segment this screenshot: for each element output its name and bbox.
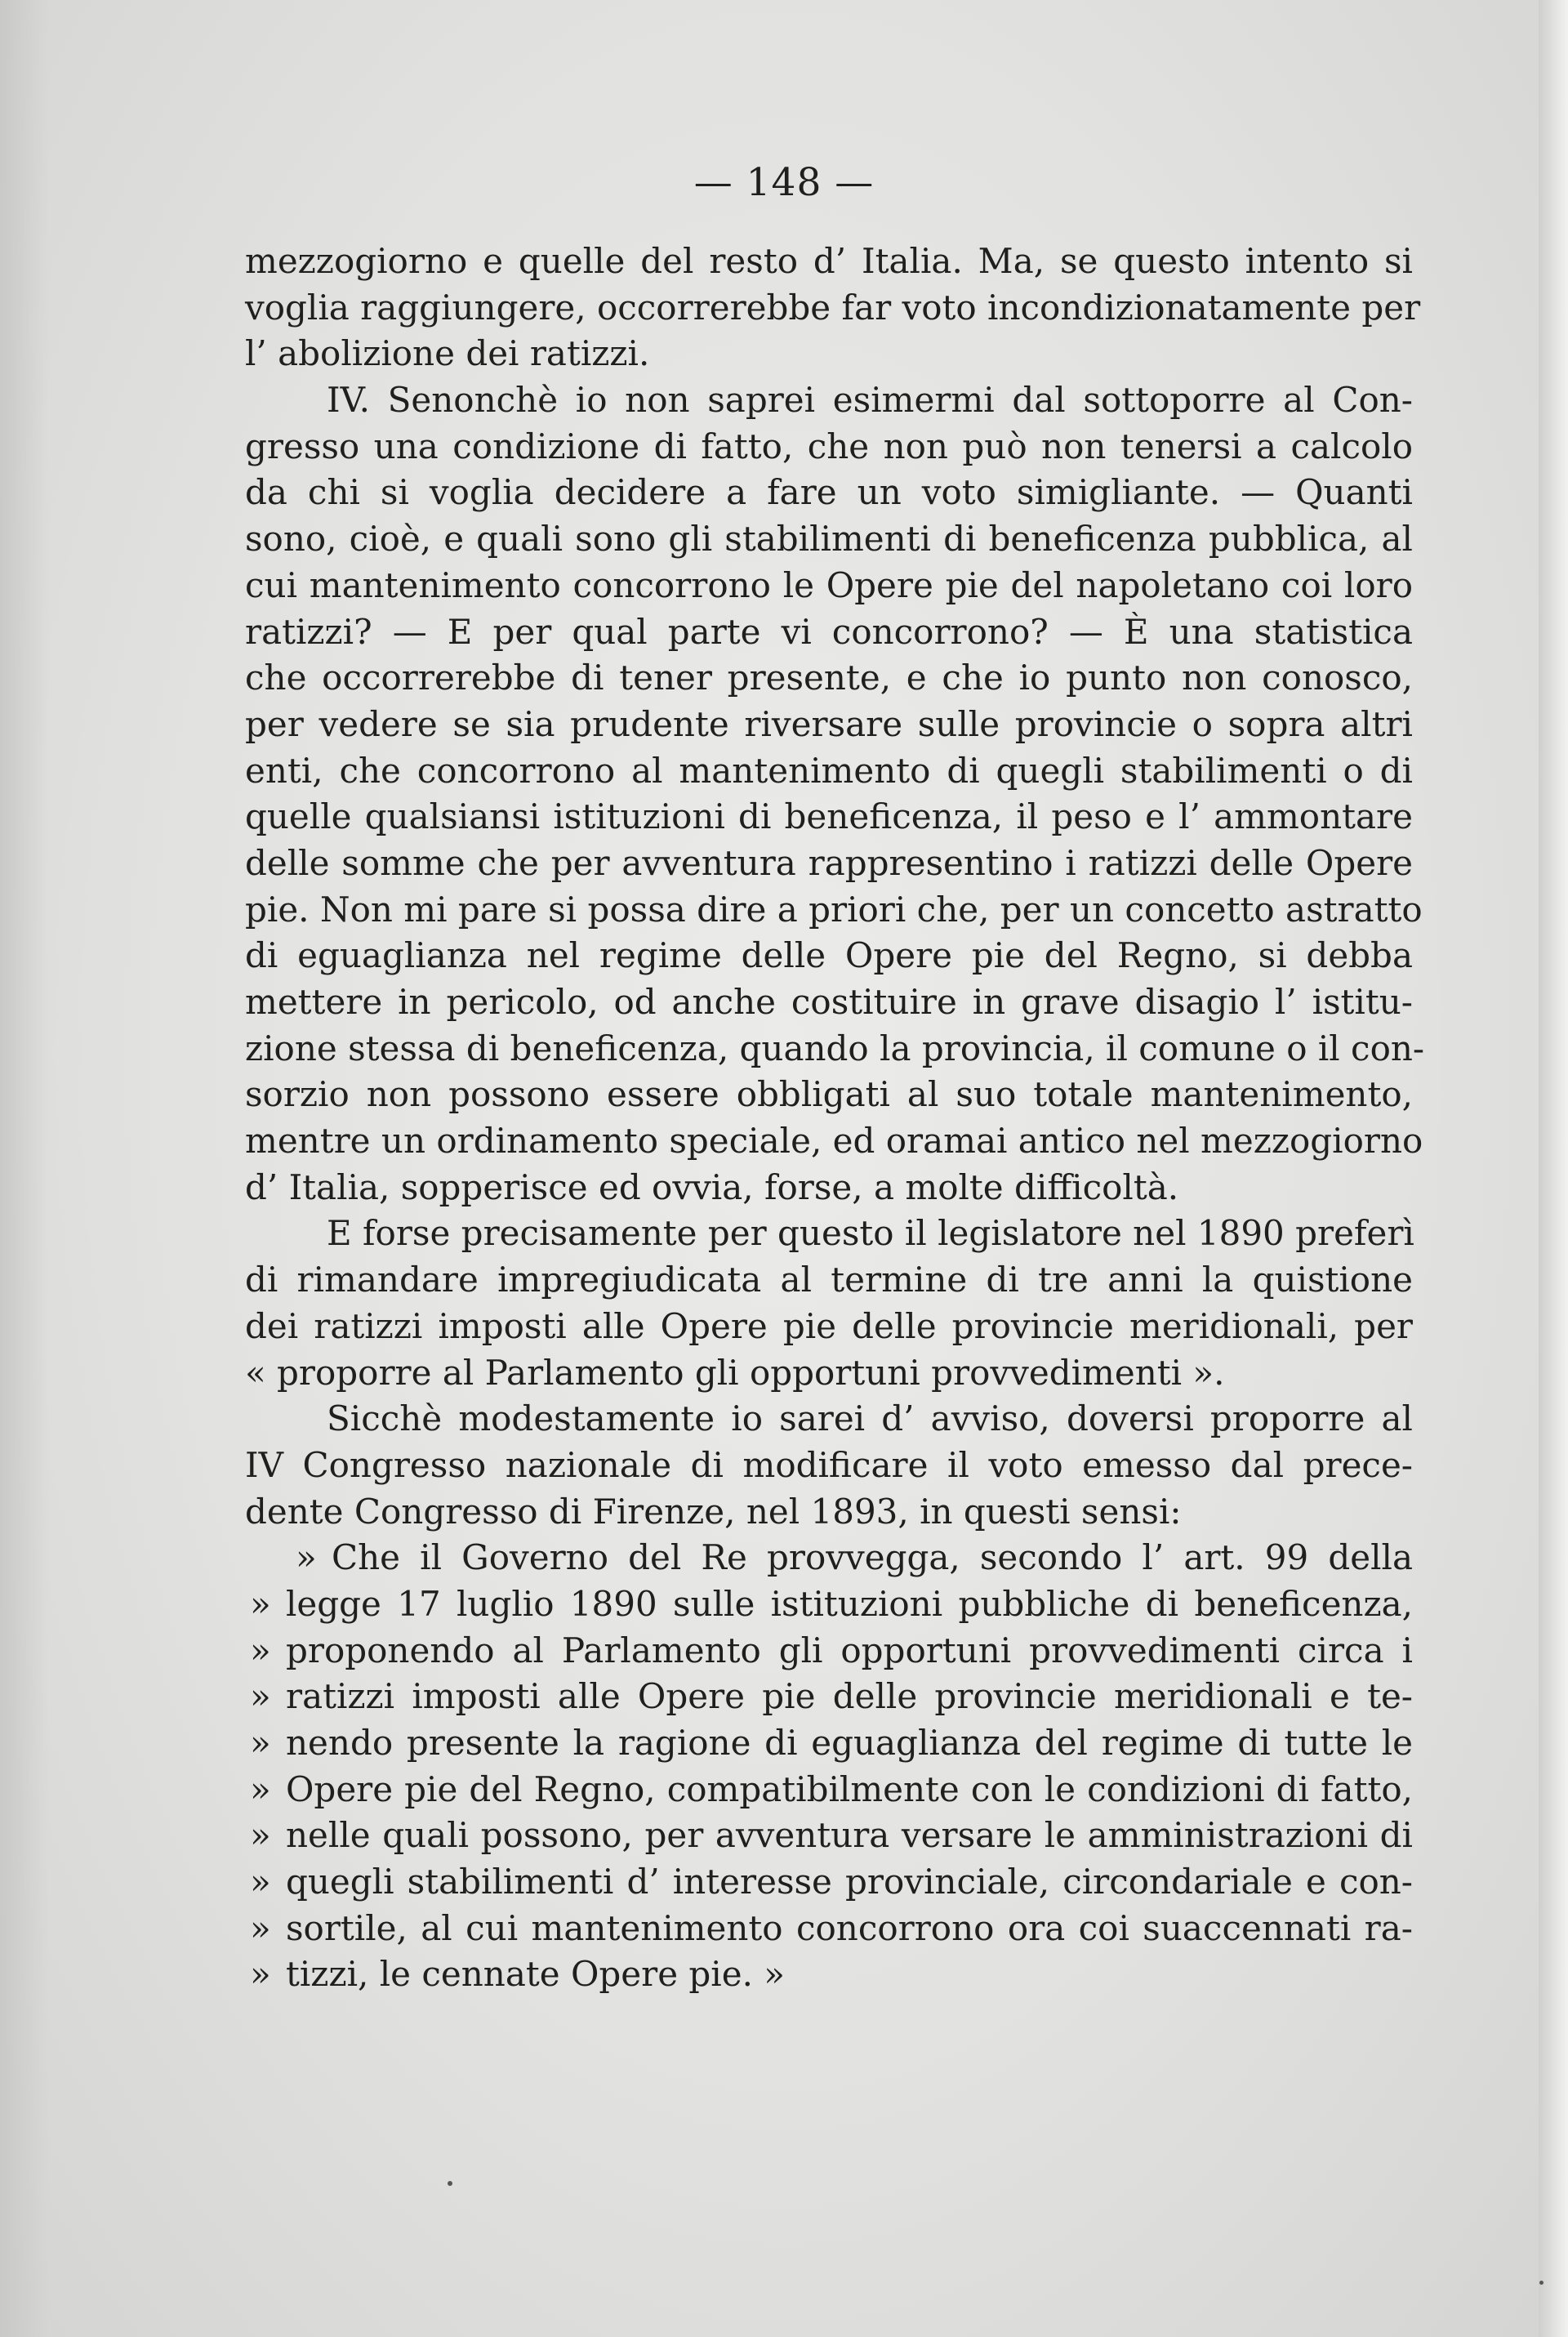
quote-line (245, 1767, 1413, 1813)
quote-line (245, 1951, 1413, 1998)
quote-text: sortile, al cui mantenimento concorrono ora coi suaccennati ra- (286, 1907, 1413, 1948)
text-line: sono, cioè, e quali sono gli stabilimenti di beneficenza pubblica, al (245, 519, 1413, 560)
text-line: E forse precisamente per questo il legislatore nel 1890 preferì (327, 1213, 1414, 1254)
quote-text: tizzi, le cennate Opere pie. » (286, 1954, 785, 1995)
text-line: « proporre al Parlamento gli opportuni provvedimenti ». (245, 1352, 1225, 1393)
quote-line (245, 1628, 1413, 1675)
body-text (245, 239, 1425, 1998)
text-line: di rimandare impregiudicata al termine di tre anni la quistione (245, 1260, 1413, 1300)
quote-text: Che il Governo del Re provvegga, secondo l’ art. 99 della (332, 1537, 1413, 1578)
quote-line (245, 1859, 1413, 1906)
quote-text: proponendo al Parlamento gli opportuni provvedimenti circa i (286, 1630, 1413, 1670)
text-line: IV Congresso nazionale di modificare il voto emesso dal prece- (245, 1444, 1413, 1485)
text-line: IV. Senonchè io non saprei esimermi dal sottoporre al Con- (327, 380, 1413, 421)
text-line: mezzogiorno e quelle del resto d’ Italia. Ma, se questo intento si (245, 241, 1413, 281)
page-number: — 148 — (693, 160, 875, 205)
text-line: che occorrerebbe di tener presente, e che io punto non conosco, (245, 658, 1413, 698)
quote-mark: » (250, 1723, 271, 1763)
quote-text: nelle quali possono, per avventura versare le amministrazioni di (286, 1815, 1413, 1856)
text-line: pie. Non mi pare si possa dire a priori che, per un concetto astratto (245, 889, 1423, 930)
quote-text: legge 17 luglio 1890 sulle istituzioni pubbliche di beneficenza, (286, 1583, 1413, 1624)
quote-mark: » (250, 1815, 271, 1856)
quote-line (245, 1674, 1413, 1720)
text-line: mentre un ordinamento speciale, ed oramai antico nel mezzogiorno (245, 1121, 1423, 1162)
quote-mark: » (250, 1954, 271, 1995)
scan-speck (1539, 2281, 1544, 2285)
prose-lines (245, 239, 1425, 1535)
text-line: Sicchè modestamente io sarei d’ avviso, doversi proporre al (327, 1398, 1413, 1439)
quote-line (245, 1906, 1413, 1952)
scan-margin-right (1539, 0, 1568, 2337)
text-line: dei ratizzi imposti alle Opere pie delle provincie meridionali, per (245, 1305, 1413, 1346)
text-line: dente Congresso di Firenze, nel 1893, in questi sensi: (245, 1491, 1182, 1532)
text-line: quelle qualsiansi istituzioni di beneficenza, il peso e l’ ammontare (245, 796, 1413, 837)
text-line: cui mantenimento concorrono le Opere pie del napoletano coi loro (245, 564, 1413, 605)
quote-mark: » (250, 1676, 271, 1717)
text-line: voglia raggiungere, occorrerebbe far voto incondizionatamente per (245, 287, 1421, 328)
quote-text: ratizzi imposti alle Opere pie delle provincie meridionali e te- (286, 1676, 1413, 1717)
text-line: sorzio non possono essere obbligati al suo totale mantenimento, (245, 1074, 1413, 1115)
quote-line (245, 1535, 1413, 1581)
text-line: ratizzi? — E per qual parte vi concorrono? — È una statistica (245, 611, 1413, 652)
text-line: per vedere se sia prudente riversare sulle provincie o sopra altri (245, 703, 1413, 744)
text-line: d’ Italia, sopperisce ed ovvia, forse, a molte difficoltà. (245, 1166, 1179, 1207)
quote-mark: » (250, 1907, 271, 1948)
text-line: zione stessa di beneficenza, quando la provincia, il comune o il con- (245, 1028, 1425, 1068)
text-line: l’ abolizione dei ratizzi. (245, 333, 650, 374)
text-line: mettere in pericolo, od anche costituire in grave disagio l’ istitu- (245, 982, 1413, 1022)
quote-mark: » (250, 1583, 271, 1624)
quote-line (245, 1813, 1413, 1859)
text-line: enti, che concorrono al mantenimento di quegli stabilimenti o di (245, 750, 1413, 791)
quote-line (245, 1581, 1413, 1628)
quote-text: nendo presente la ragione di eguaglianza del regime di tutte le (286, 1723, 1413, 1763)
quote-mark: » (250, 1768, 271, 1809)
text-line: di eguaglianza nel regime delle Opere pie del Regno, si debba (245, 935, 1413, 976)
scan-shadow-left (0, 0, 49, 2337)
quote-line (245, 1720, 1413, 1767)
quote-mark: » (250, 1630, 271, 1670)
quote-mark: » (296, 1537, 317, 1578)
quoted-resolution (245, 1535, 1413, 1998)
quote-text: quegli stabilimenti d’ interesse provinciale, circondariale e con- (286, 1862, 1413, 1902)
quote-mark: » (250, 1862, 271, 1902)
text-line: da chi si voglia decidere a fare un voto simigliante. — Quanti (245, 472, 1413, 513)
scan-speck (448, 2181, 452, 2186)
quote-text: Opere pie del Regno, compatibilmente con le condizioni di fatto, (286, 1768, 1413, 1809)
text-line: gresso una condizione di fatto, che non può non tenersi a calcolo (245, 426, 1413, 466)
text-line: delle somme che per avventura rappresentino i ratizzi delle Opere (245, 842, 1413, 883)
